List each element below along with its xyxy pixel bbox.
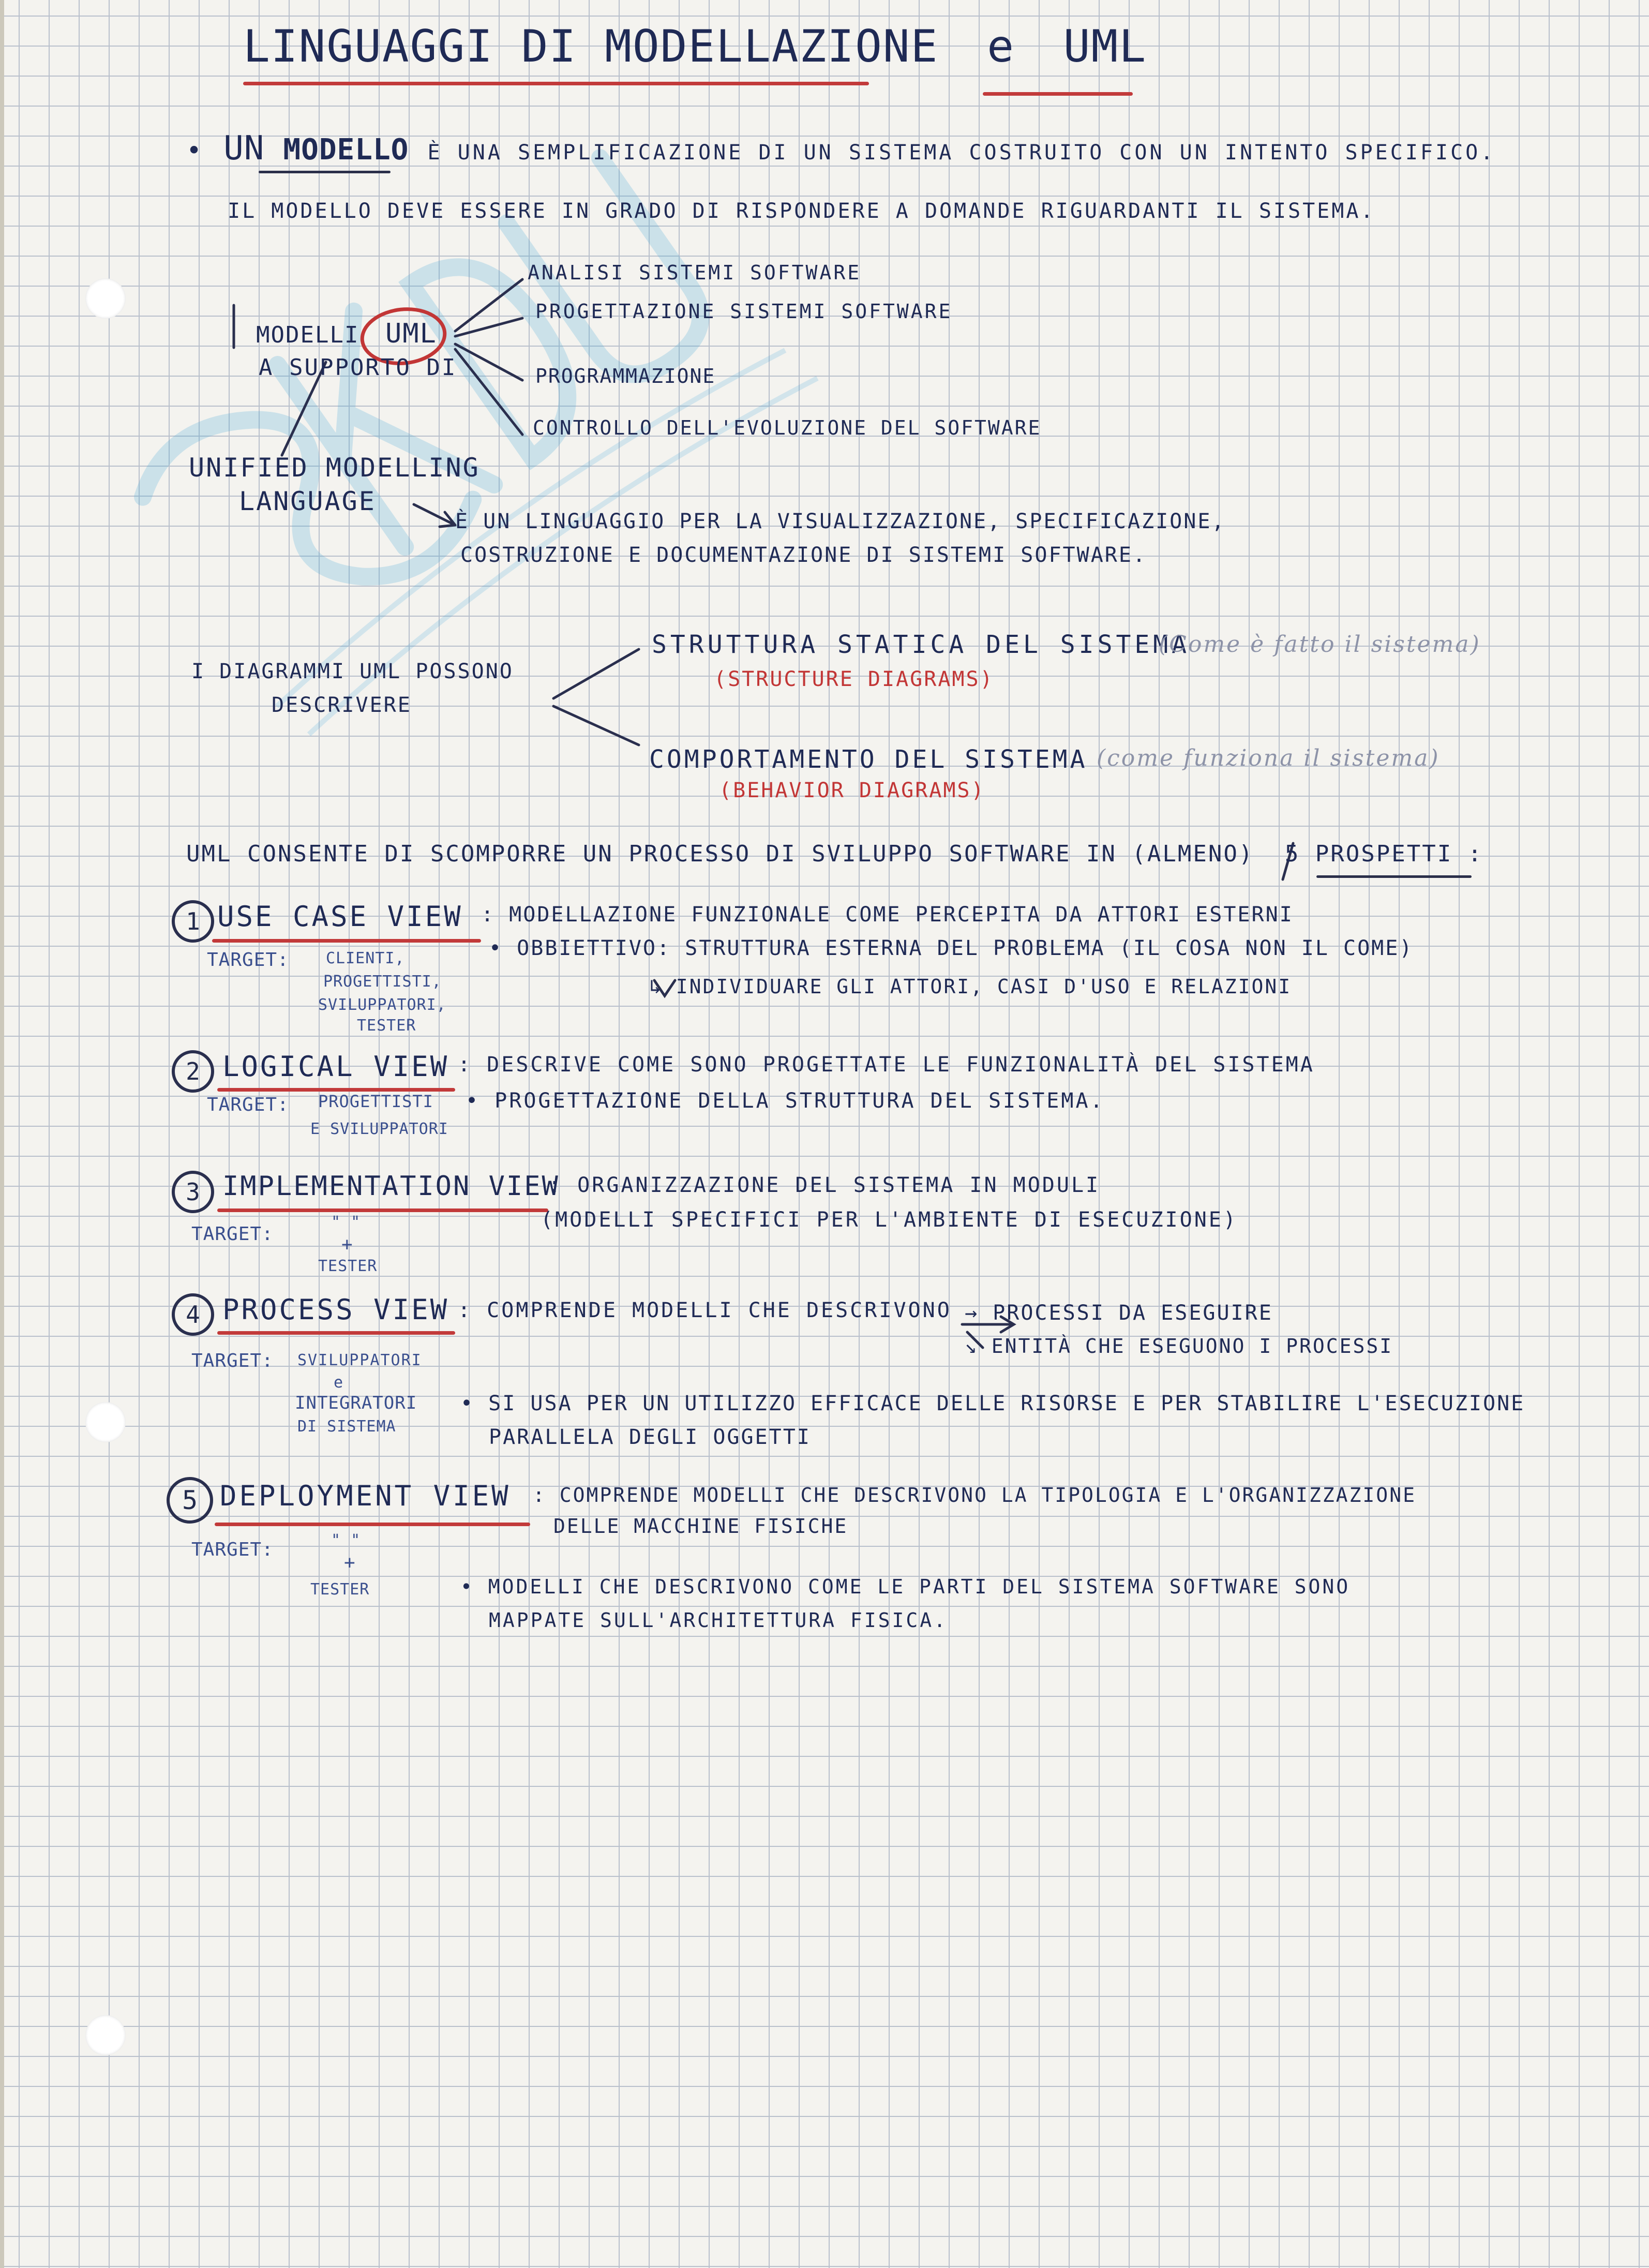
- prospetti-underline: [1316, 875, 1472, 878]
- consente-line: [186, 841, 1483, 867]
- view-4-entita: ↘ ENTITÀ CHE ESEGUONO I PROCESSI: [965, 1335, 1393, 1357]
- view-5-desc-2: • MODELLI CHE DESCRIVONO COME LE PARTI DEL SISTEMA SOFTWARE SONO: [460, 1575, 1351, 1598]
- title-uml: UML: [1063, 21, 1147, 72]
- target-label: TARGET:: [207, 949, 289, 971]
- view-number-3: 3: [172, 1171, 214, 1213]
- uml-underline: [983, 92, 1133, 96]
- target-ditto: " ": [331, 1531, 361, 1549]
- view-3-desc-2: (MODELLI SPECIFICI PER L'AMBIENTE DI ESECUZIONE): [541, 1208, 1238, 1232]
- branch-progettazione: PROGETTAZIONE SISTEMI SOFTWARE: [535, 300, 953, 323]
- view-underline: [217, 1088, 455, 1092]
- view-number-4: 4: [172, 1293, 214, 1336]
- title-conj: e: [987, 21, 1015, 72]
- view-5-desc-1b: DELLE MACCHINE FISICHE: [553, 1515, 848, 1538]
- target-plus: +: [344, 1552, 356, 1573]
- unified-line-2: LANGUAGE: [239, 486, 376, 516]
- view-4-desc-1: : COMPRENDE MODELLI CHE DESCRIVONO: [458, 1299, 952, 1322]
- target-tester: TESTER: [357, 1017, 416, 1035]
- view-number-1: 1: [172, 900, 214, 943]
- target-e: e: [334, 1374, 344, 1392]
- view-name-use-case: USE CASE VIEW: [217, 900, 463, 933]
- modello-line-1: [186, 129, 1495, 168]
- cinque-prospetti: 5 PROSPETTI :: [1284, 841, 1483, 867]
- target-progettisti: PROGETTISTI: [318, 1092, 433, 1111]
- modello-line-2: IL MODELLO DEVE ESSERE IN GRADO DI RISPONDERE A DOMANDE RIGUARDANTI IL SISTEMA.: [228, 199, 1375, 223]
- view-4-desc-3: PARALLELA DEGLI OGGETTI: [489, 1425, 811, 1449]
- title-underline: [243, 82, 869, 85]
- view-5-desc-1: : COMPRENDE MODELLI CHE DESCRIVONO LA TIPOLOGIA E L'ORGANIZZAZIONE: [533, 1484, 1416, 1506]
- view-name-deployment: DEPLOYMENT VIEW: [220, 1480, 511, 1512]
- modello-underline: [259, 171, 391, 173]
- view-2-desc-1: : DESCRIVE COME SONO PROGETTATE LE FUNZIONALITÀ DEL SISTEMA: [458, 1053, 1315, 1077]
- view-number-2: 2: [172, 1050, 214, 1093]
- branch-programmazione: PROGRAMMAZIONE: [535, 365, 716, 387]
- view-4-desc-2: • SI USA PER UN UTILIZZO EFFICACE DELLE RISORSE E PER STABILIRE L'ESECUZIONE: [460, 1392, 1525, 1415]
- view-1-desc-3: ↳ INDIVIDUARE GLI ATTORI, CASI D'USO E RELAZIONI: [649, 975, 1292, 998]
- structure-diagrams: (STRUCTURE DIAGRAMS): [714, 667, 994, 691]
- target-label: TARGET:: [191, 1350, 274, 1371]
- diagrammi-branch-1: STRUTTURA STATICA DEL SISTEMA: [652, 630, 1191, 659]
- diagrammi-branch-1-note: (Come è fatto il sistema): [1159, 631, 1481, 658]
- target-tester: TESTER: [310, 1580, 370, 1599]
- view-1-desc-2: • OBBIETTIVO: STRUTTURA ESTERNA DEL PROBLEMA (IL COSA NON IL COME): [489, 936, 1414, 960]
- view-3-desc-1: : ORGANIZZAZIONE DEL SISTEMA IN MODULI: [548, 1173, 1101, 1197]
- target-progettisti: PROGETTISTI,: [323, 973, 442, 991]
- target-plus: +: [341, 1234, 353, 1255]
- modello-un: UN: [223, 129, 265, 168]
- modelli-uml-label: [256, 318, 437, 349]
- target-label: TARGET:: [191, 1539, 274, 1560]
- target-ditto: " ": [331, 1213, 361, 1231]
- view-5-desc-3: MAPPATE SULL'ARCHITETTURA FISICA.: [489, 1609, 948, 1632]
- view-name-implementation: IMPLEMENTATION VIEW: [222, 1171, 560, 1202]
- target-sviluppatori: SVILUPPATORI: [297, 1351, 422, 1369]
- diagrammi-branch-2: COMPORTAMENTO DEL SISTEMA: [649, 745, 1088, 774]
- branch-controllo: CONTROLLO DELL'EVOLUZIONE DEL SOFTWARE: [533, 416, 1042, 439]
- view-number-5: 5: [167, 1477, 213, 1524]
- target-di-sistema: DI SISTEMA: [297, 1418, 396, 1436]
- target-label: TARGET:: [207, 1094, 289, 1115]
- view-underline: [215, 1523, 530, 1526]
- title-main: LINGUAGGI DI MODELLAZIONE: [243, 21, 939, 72]
- modelli-word: MODELLI: [256, 322, 359, 348]
- a-supporto-di: A SUPPORTO DI: [259, 354, 457, 381]
- punch-hole: [85, 2015, 126, 2055]
- branch-analisi: ANALISI SISTEMI SOFTWARE: [528, 261, 862, 284]
- uml-word: UML: [385, 318, 437, 349]
- diagrammi-line-2: DESCRIVERE: [272, 693, 412, 717]
- modello-definition: È UNA SEMPLIFICAZIONE DI UN SISTEMA COSTRUITO CON UN INTENTO SPECIFICO.: [427, 141, 1496, 165]
- target-integratori: INTEGRATORI: [295, 1393, 417, 1413]
- page-title: [243, 21, 1147, 72]
- target-tester: TESTER: [318, 1257, 378, 1275]
- unified-line-1: UNIFIED MODELLING: [189, 453, 480, 483]
- target-label: TARGET:: [191, 1223, 274, 1245]
- view-underline: [212, 939, 481, 943]
- diagrammi-line-1: I DIAGRAMMI UML POSSONO: [191, 660, 514, 683]
- target-sviluppatori: E SVILUPPATORI: [310, 1120, 448, 1138]
- view-underline: [217, 1331, 455, 1335]
- consente-text: UML CONSENTE DI SCOMPORRE UN PROCESSO DI SVILUPPO SOFTWARE IN (ALMENO): [186, 841, 1254, 867]
- bullet: •: [186, 136, 205, 166]
- unified-desc-1: È UN LINGUAGGIO PER LA VISUALIZZAZIONE, SPECIFICAZIONE,: [455, 510, 1226, 533]
- view-underline: [217, 1208, 548, 1212]
- view-1-desc-1: : MODELLAZIONE FUNZIONALE COME PERCEPITA DA ATTORI ESTERNI: [481, 903, 1294, 927]
- modello-word: MODELLO: [283, 133, 409, 167]
- paper-edge: [0, 0, 4, 2268]
- diagrammi-branch-2-note: (come funziona il sistema): [1097, 745, 1440, 771]
- view-4-processi: → PROCESSI DA ESEGUIRE: [965, 1301, 1273, 1325]
- punch-hole: [85, 1402, 126, 1442]
- view-name-logical: LOGICAL VIEW: [222, 1050, 449, 1083]
- target-sviluppatori: SVILUPPATORI,: [318, 996, 446, 1014]
- view-name-process: PROCESS VIEW: [222, 1293, 449, 1326]
- target-clienti: CLIENTI,: [326, 949, 405, 967]
- view-2-desc-2: • PROGETTAZIONE DELLA STRUTTURA DEL SISTEMA.: [466, 1089, 1105, 1113]
- punch-hole: [85, 278, 126, 319]
- behavior-diagrams: (BEHAVIOR DIAGRAMS): [719, 779, 985, 802]
- unified-desc-2: COSTRUZIONE E DOCUMENTAZIONE DI SISTEMI SOFTWARE.: [460, 543, 1147, 567]
